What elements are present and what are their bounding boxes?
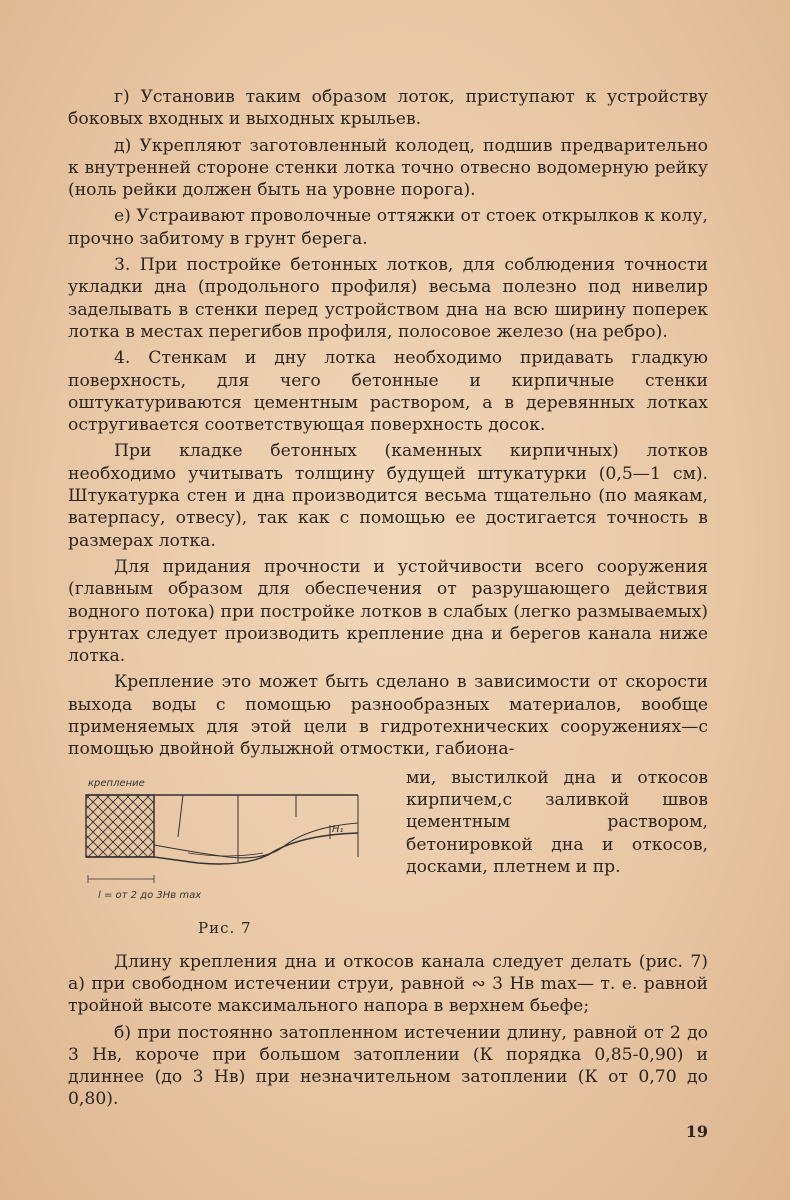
paragraph: 4. Стенкам и дну лотка необходимо придавать гладкую поверхность, для чего бетонные и кирпичные стенки оштукатуриваются цементным раствором, а в деревянных лотках остругивается соответствующая поверхность досок.	[68, 348, 708, 436]
figure-7	[68, 767, 388, 947]
figure-label-top: крепление	[88, 777, 145, 789]
figure-caption: Рис. 7	[198, 918, 252, 937]
paragraph: Для придания прочности и устойчивости всего сооружения (главным образом для обеспечения от разрушающего действия водного потока) при постройке лотков в слабых (легко размываемых) грунтах следует производить крепление дна и берегов канала ниже лотка.	[68, 556, 708, 667]
page-number: 19	[685, 1122, 708, 1141]
figure-label-h: H₁	[332, 823, 344, 835]
paragraph: г) Установив таким образом лоток, приступают к устройству боковых входных и выходных крыльев.	[68, 87, 708, 130]
paragraph: При кладке бетонных (каменных кирпичных) лотков необходимо учитывать толщину будущей штукатурки (0,5—1 см). Штукатурка стен и дна производится весьма тщательно (по маякам, ватерпасу, отвесу), так как с помощью ее достигается точность в размерах лотка.	[68, 441, 708, 551]
body-text	[68, 86, 708, 1115]
figure-side-text: ми, выстилкой дна и откосов кирпичем,с заливкой швов цементным раствором, бетонировкой дна и откосов, досками, плетнем и пр.	[406, 767, 708, 877]
paragraph: б) при постоянно затопленном истечении длину, равной от 2 до 3 Hв, короче при большом затоплении (К порядка 0,85-0,90) и длиннее (до 3 Hв) при незначительном затоплении (К от 0,70 до 0,80).	[68, 1022, 708, 1110]
paragraph: Длину крепления дна и откосов канала следует делать (рис. 7) а) при свободном истечении струи, равной ∾ 3 Hв max— т. е. равной тройной высоте максимального напора в верхнем бьефе;	[68, 951, 708, 1017]
water-surface-line	[154, 823, 358, 858]
paragraph: д) Укрепляют заготовленный колодец, подшив предварительно к внутренней стороне стенки лотка точно отвесно водомерную рейку (ноль рейки должен быть на уровне порога).	[68, 135, 708, 201]
hatched-block	[86, 795, 154, 857]
paragraph: Крепление это может быть сделано в зависимости от скорости выхода воды с помощью разнообразных материалов, вообще применяемых для этой цели в гидротехнических сооружениях—с помощью двойной булыжной отмостки, габиона-	[68, 672, 708, 760]
paragraph: 3. При постройке бетонных лотков, для соблюдения точности укладки дна (продольного профиля) весьма полезно под нивелир заделывать в стенки перед устройством дна на всю ширину поперек лотка в местах перегибов профиля, полосовое железо (на ребро).	[68, 255, 708, 342]
paragraph: е) Устраивают проволочные оттяжки от стоек открылков к колу, прочно забитому в грунт берега.	[68, 206, 708, 249]
figure-label-bottom: l = от 2 до 3Hв max	[98, 889, 202, 901]
figure-block	[68, 767, 708, 947]
